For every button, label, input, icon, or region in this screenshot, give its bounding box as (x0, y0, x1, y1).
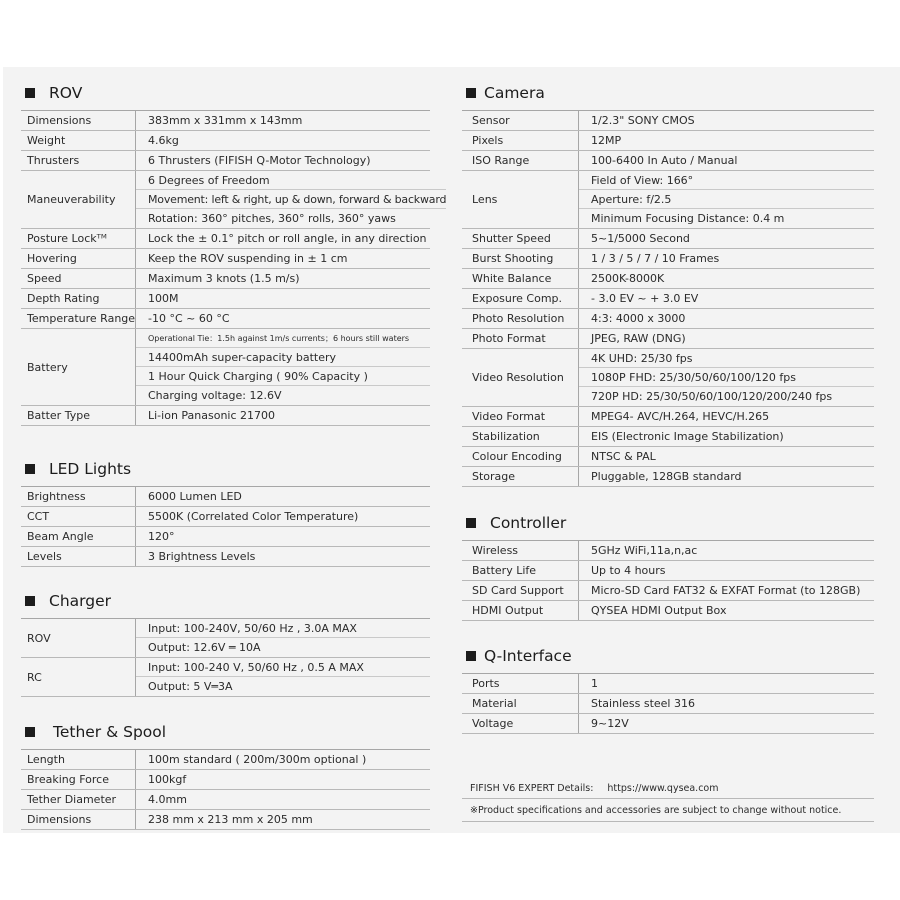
spec-row (21, 810, 430, 830)
spec-key: Battery Life (462, 561, 579, 580)
spec-row (21, 309, 430, 329)
spec-value: 3 Brightness Levels (148, 550, 256, 563)
spec-row (21, 658, 430, 697)
spec-row (462, 349, 874, 407)
spec-key: Posture Lockᵀᴹ (21, 229, 136, 248)
spec-row (21, 770, 430, 790)
spec-values (136, 329, 430, 405)
spec-row (462, 541, 874, 561)
spec-table (21, 110, 447, 426)
spec-row (21, 406, 430, 426)
spec-value: 1 / 3 / 5 / 7 / 10 Frames (591, 252, 720, 265)
spec-values (136, 229, 430, 248)
section-tether-spool (21, 719, 430, 830)
details-line (462, 778, 874, 799)
spec-key: Dimensions (21, 810, 136, 829)
spec-table (462, 110, 874, 487)
spec-values (579, 111, 874, 130)
spec-row (21, 269, 430, 289)
spec-row (21, 329, 430, 406)
spec-row (21, 111, 430, 131)
section-led-lights (21, 456, 430, 567)
spec-key: Ports (462, 674, 579, 693)
spec-key: White Balance (462, 269, 579, 288)
spec-key: Material (462, 694, 579, 713)
spec-value: 1080P FHD: 25/30/50/60/100/120 fps (579, 368, 874, 387)
bullet-square-icon (466, 88, 476, 98)
spec-value: Input: 100-240 V, 50/60 Hz , 0.5 A MAX (136, 658, 430, 677)
spec-key: RC (21, 658, 136, 696)
spec-row (462, 674, 874, 694)
spec-value: Operational Tie：1.5h against 1m/s currents；6 hours still waters (136, 329, 430, 348)
spec-value: Aperture: f/2.5 (579, 190, 874, 209)
spec-value: 100m standard ( 200m/300m optional ) (148, 753, 367, 766)
section-title-text: Camera (484, 84, 545, 102)
section-title-text: Controller (490, 514, 567, 532)
spec-value: MPEG4- AVC/H.264, HEVC/H.265 (591, 410, 770, 423)
details-label: FIFISH V6 EXPERT Details: (470, 782, 594, 794)
spec-value: 4K UHD: 25/30 fps (579, 349, 874, 368)
spec-values (136, 750, 430, 769)
spec-row (21, 229, 430, 249)
spec-key: HDMI Output (462, 601, 579, 620)
spec-table (21, 618, 430, 697)
spec-values (579, 309, 874, 328)
spec-key: Wireless (462, 541, 579, 560)
spec-values (579, 289, 874, 308)
spec-key: Exposure Comp. (462, 289, 579, 308)
spec-values (136, 171, 446, 228)
spec-table (21, 486, 430, 567)
spec-row (462, 249, 874, 269)
spec-row (21, 249, 430, 269)
spec-key: Sensor (462, 111, 579, 130)
spec-value: 100kgf (148, 773, 187, 786)
spec-values (136, 289, 430, 308)
spec-values (579, 674, 874, 693)
right-column (462, 80, 874, 734)
section-title (462, 643, 874, 669)
section-title-text: ROV (49, 84, 83, 102)
spec-key: Voltage (462, 714, 579, 733)
spec-values (579, 407, 874, 426)
spec-value: Up to 4 hours (591, 564, 666, 577)
section-title (462, 510, 874, 536)
section-title (462, 80, 874, 106)
spec-values (136, 151, 430, 170)
spec-value: 100M (148, 292, 179, 305)
spec-table (462, 673, 874, 734)
footer (462, 778, 874, 822)
spec-value: Output: 5 V═3A (148, 680, 233, 693)
spec-value: Lock the ± 0.1° pitch or roll angle, in any direction (148, 232, 427, 245)
spec-row (21, 289, 430, 309)
spec-values (579, 329, 874, 348)
spec-values (579, 269, 874, 288)
spec-value: Field of View: 166° (579, 171, 874, 190)
spec-values (136, 249, 430, 268)
spec-key: ISO Range (462, 151, 579, 170)
spec-key: Breaking Force (21, 770, 136, 789)
spec-row (21, 790, 430, 810)
spec-row (21, 131, 430, 151)
spec-key: Tether Diameter (21, 790, 136, 809)
spec-value: Maximum 3 knots (1.5 m/s) (148, 272, 300, 285)
spec-key: Video Format (462, 407, 579, 426)
spec-values (136, 269, 430, 288)
section-title-text: Tether & Spool (53, 723, 167, 741)
spec-value: QYSEA HDMI Output Box (591, 604, 727, 617)
spec-values (136, 658, 430, 696)
spec-values (579, 447, 874, 466)
spec-key: Maneuverability (21, 171, 136, 228)
spec-value: 4:3: 4000 x 3000 (591, 312, 686, 325)
spec-value: Movement: left & right, up & down, forward & backward (136, 190, 446, 209)
spec-values (579, 171, 874, 228)
spec-key: Stabilization (462, 427, 579, 446)
spec-row (21, 619, 430, 658)
spec-value: 9~12V (591, 717, 629, 730)
spec-key: Shutter Speed (462, 229, 579, 248)
left-column (21, 80, 447, 830)
spec-value: 4.0mm (148, 793, 187, 806)
spec-value: Pluggable, 128GB standard (591, 470, 742, 483)
spec-row (462, 171, 874, 229)
spec-values (136, 619, 430, 657)
spec-values (136, 131, 430, 150)
spec-value: 238 mm x 213 mm x 205 mm (148, 813, 313, 826)
spec-row (462, 131, 874, 151)
section-title-text: Charger (49, 592, 111, 610)
spec-key: Hovering (21, 249, 136, 268)
spec-values (579, 229, 874, 248)
spec-value: Input: 100-240V, 50/60 Hz , 3.0A MAX (136, 619, 430, 638)
section-camera (462, 80, 874, 487)
section-q-interface (462, 643, 874, 734)
spec-values (579, 467, 874, 486)
spec-key: Lens (462, 171, 579, 228)
spec-value: 5~1/5000 Second (591, 232, 690, 245)
spec-row (462, 407, 874, 427)
section-title (21, 588, 430, 614)
spec-key: Burst Shooting (462, 249, 579, 268)
spec-key: Temperature Range (21, 309, 136, 328)
spec-value: -10 °C ~ 60 °C (148, 312, 230, 325)
spec-value: 120° (148, 530, 175, 543)
bullet-square-icon (466, 651, 476, 661)
section-title (21, 80, 430, 106)
spec-row (462, 111, 874, 131)
spec-key: Depth Rating (21, 289, 136, 308)
spec-key: Photo Format (462, 329, 579, 348)
section-charger (21, 588, 430, 697)
spec-key: Brightness (21, 487, 136, 506)
spec-value: 4.6kg (148, 134, 179, 147)
spec-row (462, 467, 874, 487)
spec-values (579, 561, 874, 580)
spec-value: JPEG, RAW (DNG) (591, 332, 686, 345)
spec-key: Video Resolution (462, 349, 579, 406)
spec-key: Weight (21, 131, 136, 150)
spec-key: Thrusters (21, 151, 136, 170)
bullet-square-icon (466, 518, 476, 528)
spec-value: Minimum Focusing Distance: 0.4 m (591, 212, 785, 225)
spec-values (136, 527, 430, 546)
section-title (21, 456, 430, 482)
spec-values (579, 349, 874, 406)
spec-value: Output: 12.6V ═ 10A (148, 641, 261, 654)
spec-row (21, 507, 430, 527)
spec-row (462, 289, 874, 309)
spec-row (462, 601, 874, 621)
bullet-square-icon (25, 727, 35, 737)
spec-values (579, 151, 874, 170)
spec-row (462, 269, 874, 289)
spec-values (136, 111, 430, 130)
spec-key: Photo Resolution (462, 309, 579, 328)
spec-values (136, 770, 430, 789)
spec-value: Rotation: 360° pitches, 360° rolls, 360° yaws (148, 212, 396, 225)
spec-values (579, 541, 874, 560)
spec-values (136, 309, 430, 328)
spec-row (462, 714, 874, 734)
spec-value: 5500K (Correlated Color Temperature) (148, 510, 359, 523)
spec-row (21, 547, 430, 567)
spec-value: Micro-SD Card FAT32 & EXFAT Format (to 128GB) (591, 584, 861, 597)
spec-values (579, 601, 874, 620)
spec-table (21, 749, 430, 830)
spec-key: ROV (21, 619, 136, 657)
spec-value: 100-6400 In Auto / Manual (591, 154, 738, 167)
bullet-square-icon (25, 88, 35, 98)
spec-value: 6 Degrees of Freedom (136, 171, 446, 190)
spec-value: Keep the ROV suspending in ± 1 cm (148, 252, 348, 265)
spec-key: Pixels (462, 131, 579, 150)
spec-key: SD Card Support (462, 581, 579, 600)
spec-values (579, 581, 874, 600)
spec-value: 1 (591, 677, 598, 690)
spec-row (21, 151, 430, 171)
spec-values (136, 810, 430, 829)
spec-values (579, 131, 874, 150)
spec-value: 383mm x 331mm x 143mm (148, 114, 303, 127)
spec-value: 12MP (591, 134, 622, 147)
spec-values (579, 249, 874, 268)
spec-values (136, 547, 430, 566)
spec-row (462, 309, 874, 329)
spec-value: Stainless steel 316 (591, 697, 695, 710)
bullet-square-icon (25, 596, 35, 606)
spec-key: Dimensions (21, 111, 136, 130)
spec-row (21, 487, 430, 507)
spec-values (579, 694, 874, 713)
details-url-link[interactable]: https://www.qysea.com (607, 782, 719, 794)
bullet-square-icon (25, 464, 35, 474)
spec-value: Li-ion Panasonic 21700 (148, 409, 276, 422)
section-title-text: LED Lights (49, 460, 132, 478)
spec-values (579, 427, 874, 446)
spec-value: 720P HD: 25/30/50/60/100/120/200/240 fps (591, 390, 833, 403)
spec-value: 6 Thrusters (FIFISH Q-Motor Technology) (148, 154, 371, 167)
spec-key: Battery (21, 329, 136, 405)
spec-row (462, 447, 874, 467)
spec-row (21, 171, 447, 229)
spec-key: Storage (462, 467, 579, 486)
spec-row (462, 581, 874, 601)
spec-key: Beam Angle (21, 527, 136, 546)
spec-values (136, 507, 430, 526)
spec-value: 1 Hour Quick Charging ( 90% Capacity ) (136, 367, 430, 386)
spec-row (462, 561, 874, 581)
spec-values (579, 714, 874, 733)
spec-values (136, 406, 430, 425)
notice-text: ※Product specifications and accessories are subject to change without notice. (462, 799, 874, 822)
spec-values (136, 790, 430, 809)
spec-value: NTSC & PAL (591, 450, 656, 463)
spec-value: EIS (Electronic Image Stabilization) (591, 430, 784, 443)
spec-row (21, 527, 430, 547)
spec-row (462, 694, 874, 714)
spec-value: - 3.0 EV ~ + 3.0 EV (591, 292, 699, 305)
spec-value: 2500K-8000K (591, 272, 665, 285)
spec-value: 5GHz WiFi,11a,n,ac (591, 544, 698, 557)
spec-value: 6000 Lumen LED (148, 490, 242, 503)
section-controller (462, 510, 874, 621)
spec-key: Levels (21, 547, 136, 566)
spec-table (462, 540, 874, 621)
spec-key: CCT (21, 507, 136, 526)
spec-row (462, 229, 874, 249)
spec-value: 14400mAh super-capacity battery (136, 348, 430, 367)
spec-values (136, 487, 430, 506)
spec-row (462, 151, 874, 171)
spec-key: Batter Type (21, 406, 136, 425)
spec-row (21, 750, 430, 770)
section-rov (21, 80, 447, 426)
spec-key: Speed (21, 269, 136, 288)
spec-value: 1/2.3" SONY CMOS (591, 114, 695, 127)
spec-key: Colour Encoding (462, 447, 579, 466)
section-title (21, 719, 430, 745)
spec-value: Charging voltage: 12.6V (148, 389, 282, 402)
spec-row (462, 329, 874, 349)
spec-row (462, 427, 874, 447)
section-title-text: Q-Interface (484, 647, 572, 665)
spec-key: Length (21, 750, 136, 769)
